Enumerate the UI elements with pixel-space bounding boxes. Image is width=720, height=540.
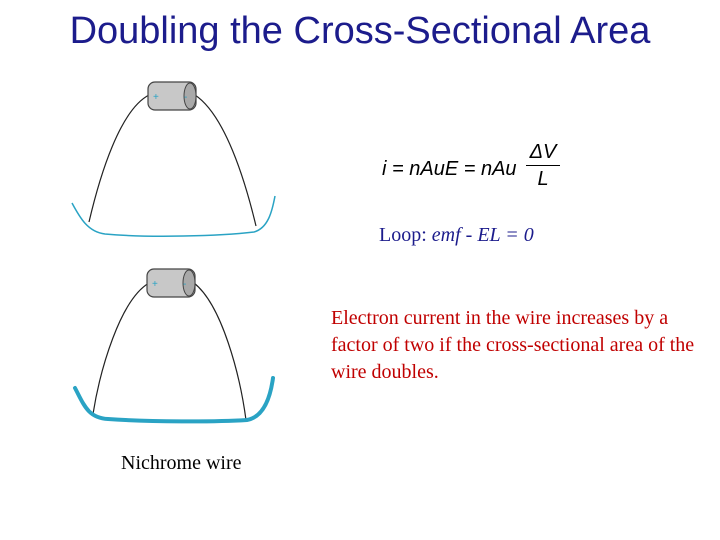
equation-denominator: L	[537, 168, 549, 190]
bottom-circuit-copper-wire	[93, 283, 149, 414]
svg-text:-: -	[183, 279, 187, 290]
top-circuit-copper-wire-right	[195, 95, 256, 226]
top-circuit-copper-wire	[89, 95, 149, 222]
fraction-bar	[526, 165, 560, 166]
slide-title: Doubling the Cross-Sectional Area	[69, 10, 651, 52]
bottom-circuit	[75, 269, 273, 421]
equation-lhs: i = nAuE = nAu	[382, 158, 517, 180]
svg-text:+: +	[153, 92, 159, 103]
electron-current-note: Electron current in the wire increases by a factor of two if the cross-sectional area of the wire doubles.	[331, 307, 695, 383]
loop-expression: emf - EL = 0	[431, 224, 534, 246]
top-circuit	[72, 82, 275, 236]
loop-label: Loop:	[379, 224, 427, 246]
battery-icon	[147, 269, 195, 297]
top-nichrome-wire	[72, 196, 275, 236]
equation-numerator: ΔV	[529, 141, 557, 163]
bottom-circuit-copper-wire-right	[194, 283, 246, 420]
svg-text:-: -	[184, 92, 188, 103]
loop-rule	[379, 224, 534, 247]
equation-fraction	[526, 140, 560, 191]
nichrome-wire-label: Nichrome wire	[121, 452, 242, 474]
current-equation	[376, 138, 576, 202]
battery-icon	[148, 82, 196, 110]
svg-text:+: +	[152, 279, 158, 290]
